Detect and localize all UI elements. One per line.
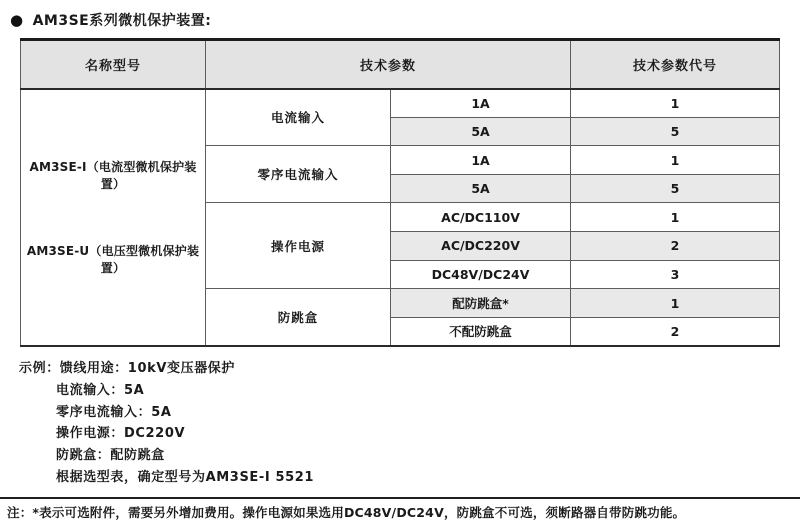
example-line: 零序电流输入：5A xyxy=(56,404,172,420)
param-code: 2 xyxy=(571,317,780,346)
param-value: 5A xyxy=(391,174,571,203)
page-title-text: AM3SE系列微机保护装置: xyxy=(32,13,212,29)
table-row xyxy=(21,89,780,118)
example-line: 防跳盒：配防跳盒 xyxy=(56,448,165,464)
param-code: 3 xyxy=(571,260,780,289)
param-value: 不配防跳盒 xyxy=(391,317,571,346)
footnote: 注：*表示可选附件，需要另外增加费用。操作电源如果选用DC48V/DC24V，防跳盒不可选，须断路器自带防跳功能。 xyxy=(7,505,686,520)
column-header-code: 技术参数代号 xyxy=(571,40,780,89)
param-code: 1 xyxy=(571,203,780,232)
param-value: 配防跳盒* xyxy=(391,289,571,318)
param-value: 5A xyxy=(391,117,571,146)
model-name-am3se-u: AM3SE-U（电压型微机保护装置） xyxy=(26,244,200,276)
note-divider xyxy=(0,497,800,499)
model-cell xyxy=(21,89,206,347)
example-block xyxy=(19,358,314,489)
param-code: 2 xyxy=(571,232,780,261)
model-name-am3se-i: AM3SE-I（电流型微机保护装置） xyxy=(29,160,197,192)
param-code: 1 xyxy=(571,89,780,118)
param-code: 1 xyxy=(571,289,780,318)
param-code: 5 xyxy=(571,174,780,203)
category-current-input: 电流输入 xyxy=(206,89,391,146)
param-code: 1 xyxy=(571,146,780,175)
param-value: DC48V/DC24V xyxy=(391,260,571,289)
param-code: 5 xyxy=(571,117,780,146)
category-anti-trip-box: 防跳盒 xyxy=(206,289,391,346)
param-value: AC/DC110V xyxy=(391,203,571,232)
category-operating-power: 操作电源 xyxy=(206,203,391,289)
param-value: 1A xyxy=(391,89,571,118)
page-title xyxy=(10,10,211,30)
column-header-model: 名称型号 xyxy=(21,40,206,89)
param-value: 1A xyxy=(391,146,571,175)
table-header-row xyxy=(21,40,780,89)
example-line: 操作电源：DC220V xyxy=(56,426,186,442)
example-line: 示例：馈线用途：10kV变压器保护 xyxy=(19,361,235,376)
example-line: 电流输入：5A xyxy=(56,382,145,398)
selection-table xyxy=(20,38,780,347)
example-line: 根据选型表，确定型号为AM3SE-I 5521 xyxy=(56,469,315,485)
bullet-icon: ● xyxy=(10,10,24,29)
category-zero-seq-current-input: 零序电流输入 xyxy=(206,146,391,203)
column-header-parameter: 技术参数 xyxy=(206,40,571,89)
param-value: AC/DC220V xyxy=(391,232,571,261)
